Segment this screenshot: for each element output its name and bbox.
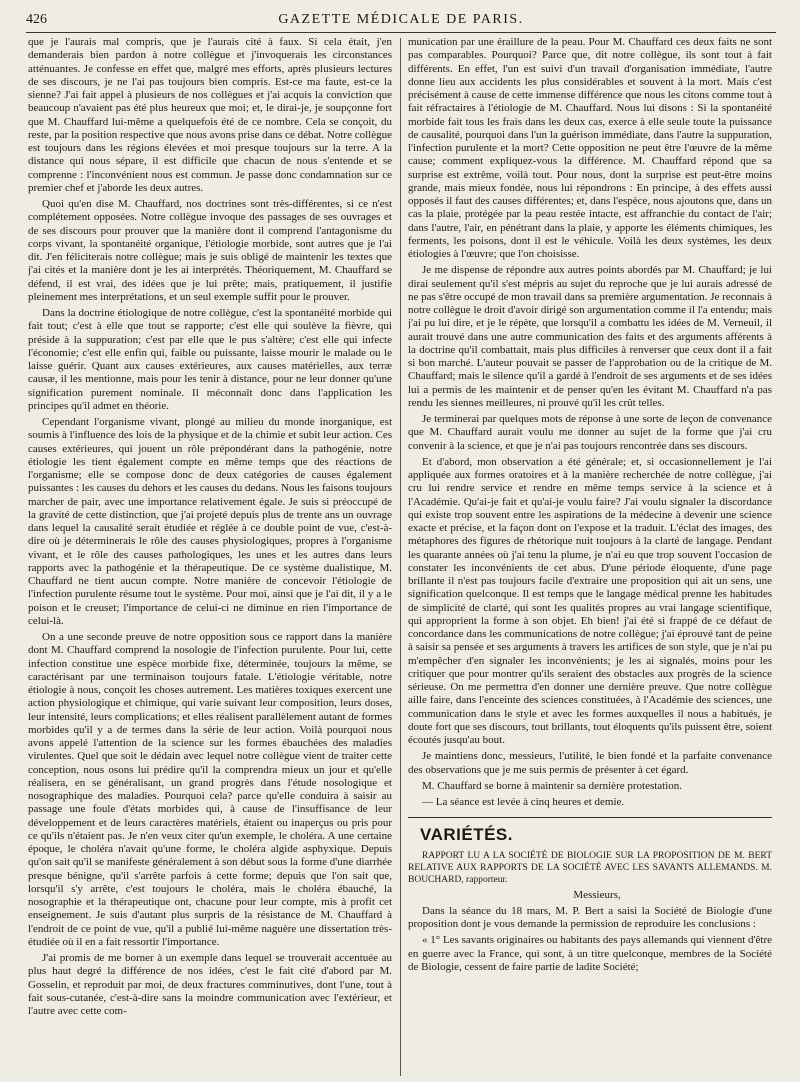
left-paragraph-5: On a une seconde preuve de notre opposition sous ce rapport dans la manière dont M. Chauffard comprend la nosologie de l'infection purulente. Pour lui, cette infection constitue une espèce morbide fixe, déterminée, toujours la même, se caractérisant par une terminaison toujours fatale. L'étiologie véritable, notre étiologie à nous, conçoit les choses autrement. Les matières toxiques exercent une action physiologique et chimique, qui varie suivant leur composition, leurs doses, leur intensité, leurs complications; et elles réalisent parallèlement autant de formes morbides qu'il y a de termes dans la série de leur action. Voilà pourquoi nous avons appelé l'attention de la science sur les formes ébauchées des maladies virulentes. Quel que soit le dédain avec lequel notre collègue vient de traiter cette conception, nous osons lui prédire qu'il la comprendra mieux un jour et qu'elle réalisera, en se généralisant, un grand progrès dans l'étude nosologique et nosographique des maladies. Pourquoi cela? parce qu'elle conduira à saisir au passage une foule d'états morbides qui, à cause de l'insuffisance de leur développement et de leurs caractères matériels, étaient ou inaperçus ou pris pour ce qu'ils n'étaient pas. Je n'en veux citer qu'un exemple, le choléra. A une certaine époque, le choléra n'avait qu'une forme, le choléra algide asphyxique. Depuis qu'on sait qu'il se manifeste généralement à son début sous la forme d'une diarrhée presque bénigne, qu'il s'arrête parfois à cette forme; depuis que l'on sait que, lorsqu'il s'y arrête, c'est toujours le choléra, mais le choléra ébauché, la nosographie et la thérapeutique ont, chacune pour leur compte, mis à profit cet enseignement. Je suis d'autant plus surpris de la résistance de M. Chauffard à l'endroit de ce point de vue, qu'il a publié lui-même naguère une dissertation très-étudiée où il en a fait ressortir l'importance. [28,631,392,948]
page-number: 426 [26,12,47,27]
left-column [28,36,392,1076]
journal-title: GAZETTE MÉDICALE DE PARIS. [278,12,524,27]
closing-protest: M. Chauffard se borne à maintenir sa dernière protestation. [422,779,683,792]
right-column [408,36,772,1076]
left-paragraph-6: J'ai promis de me borner à un exemple dans lequel se trouverait accentuée au plus haut degré la différence de nos idées, c'est le fait cité d'abord par M. Gosselin, et reproduit par moi, de deux fractures comminutives, dont l'une, tout à fait sous-cutanée, c'est-à-dire sans la moindre communication avec l'extérieur, et l'autre avec cette com- [28,952,392,1017]
left-paragraph-4: Cependant l'organisme vivant, plongé au milieu du monde inorganique, est soumis à l'influence des lois de la physique et de la chimie et subit leur action. Ces causes extérieures, qui jouent un rôle prépondérant dans la pathogénie, notre étiologie les tient également compte en même temps que des réactions de l'organisme; elle se compose donc de deux catégories de causes également puissantes : les causes du dehors et les causes du dedans. Nous les faisons toujours marcher de pair, avec une importance relativement égale. Je suis si préoccupé de la gravité de cette distinction, que j'ai projeté depuis plus de trente ans un ouvrage dans lequel la causalité serait étudiée et réglée à ce double point de vue, c'est-à-dire où je déterminerais le rôle des causes physiologiques, propres à l'organisme vivant, et le rôle des causes pathologiques, les unes et les autres dans leurs rapports avec la pathogénie et la thérapeutique. De ce système dualistique, M. Chauffard ne tient aucun compte. Notre manière de concevoir l'étiologie de l'infection purulente résume tout le système. Pour moi, ainsi que je l'ai dit, il y a le poison et le creuset; l'importance de celui-ci ne diminue en rien l'importance de celui-là. [28,416,392,627]
closing-adjourn: — La séance est levée à cinq heures et demie. [422,796,625,808]
right-paragraph-2: Je me dispense de répondre aux autres points abordés par M. Chauffard; je lui dirai seulement qu'il s'est mépris au sujet du reproche que je lui aurais adressé de ne pas s'être occupé de mon travail dans sa première argumentation. Je reconnais à notre collègue le droit d'avoir dirigé son argumentation comme il l'a entendu; mais j'ai pu lui dire, et je le répète, que lorsqu'il a combattu les idées de M. Verneuil, il aurait trouvé dans une autre communication des faits et des arguments afférents à la doctrine qu'il combattait, mais plus difficiles à renverser que ceux dont il a fait si bon marché. L'auteur pouvait se passer de l'approbation ou de la critique de M. Chauffard; mais le silence qu'il a gardé à l'endroit de ses arguments et de ses idées lui a permis de les maintenir et de penser qu'en les évitant M. Chauffard n'a pas rendu les siennes meilleures, ni prouvé qu'il les crût telles. [408,264,772,409]
right-paragraph-1: munication par une éraillure de la peau. Pour M. Chauffard ces deux faits ne sont pas comparables. Pourquoi? Parce que, dit notre collègue, ils sont tout à fait différents. En effet, l'un est suivi d'un travail d'organisation immédiate, l'autre donne lieu aux accidents les plus considérables et souvent à la mort. Mais c'est précisément à cause de cette immense différence que nous les citons comme tout à fait réfractaires à l'étiologie de M. Chauffard. Nous lui disons : Si la spontanéité morbide fait tous les frais dans les deux cas, exerce à elle seule toute la puissance de causalité, pourquoi dans l'un la guérison immédiate, dans l'autre la suppuration, l'infection purulente et la mort? Cette opposition ne peut être l'œuvre de la même cause; comment expliquez-vous la différence. M. Chauffard répond que sa surprise est extrême, voilà tout. Pour nous, dont la surprise est peut-être moins grande, mais mieux fondée, nous lui répondrons : En principe, à des effets aussi opposés il faut des causes différentes; et, dans l'espèce, nous ajoutons que, dans un cas la plaie, protégée par la peau restée intacte, est affranchie du contact de l'air; dans l'autre, l'air, en pénétrant dans la plaie, y apporte les éléments chimiques, les ferments, les poisons, dont il est le véhicule. Voilà les deux systèmes, les deux étiologies à l'œuvre; que l'on choisisse. [408,36,772,260]
section-separator [408,817,772,818]
varietes-paragraph-1: Dans la séance du 18 mars, M. P. Bert a saisi la Société de Biologie d'une proposition dont je vous demande la permission de reproduire les conclusions : [408,904,772,930]
left-paragraph-3: Dans la doctrine étiologique de notre collègue, c'est la spontanéité morbide qui fait tout; c'est à elle que tout se rapporte; c'est elle qui soulève la fièvre, qui préside à la suppuration; c'est par elle que le pus s'altère; c'est elle qui infecte l'économie; c'est elle enfin qui, faible ou puissante, laisse mourir le malade ou le laisse guérir. Quant aux causes extérieures, aux causes matérielles, aux terræ causæ, il les mentionne, mais pour les tenir à distance, pour ne leur donner qu'une signification purement nominale. Il méconnaît donc dans l'application les principes qu'il admet en théorie. [28,307,392,412]
header-rule [26,32,776,33]
right-paragraph-4: Et d'abord, mon observation a été générale; et, si occasionnellement je l'ai appliquée aux formes oratoires et à la manière recherchée de notre collègue, j'ai cru lui rendre service et rendre en même temps service à la science et à l'Académie. Qu'ai-je fait et qu'ai-je voulu faire? J'ai voulu signaler la discordance qui existe trop souvent entre les aspirations de la médecine à devenir une science exacte et précise, et la façon dont on l'expose et la traduit. L'éclat des images, des métaphores des figures de rhétorique nuit toujours à la clarté de langage. Pendant les quarante années où j'ai tenu la plume, je n'ai eu que trop souvent l'occasion de constater les inconvénients de cet abus. D'une période éloquente, d'une page brillante il n'est pas toujours facile d'extraire une proposition qui ait un sens, une signification quelconque. Il est temps que le langage médical prenne les habitudes de simplicité de clarté, qui sont les qualités propres au vrai langage scientifique, qui approprient la forme à son objet. Eh bien! j'ai été si frappé de ce défaut de concordance dans les communications de notre collègue; j'ai éprouvé tant de peine à saisir sa pensée et ses arguments à travers les artifices de son style, que je n'ai pu m'empêcher d'en signaler les inconvénients; je les ai signalés, moins pour les critiquer que pour montrer qu'ils seraient des obstacles aux progrès de la science sérieuse. On me permettra d'en donner une dernière preuve. Que notre collègue aille faire, dans l'enceinte des sciences constituées, à l'Académie des sciences, une communication dans le style et avec les formes auxquelles il nous a habitués, je doute fort que ses discours, tout brillants, tout éloquents qu'ils puissent être, soient écoutés jusqu'au bout. [408,455,772,746]
left-paragraph-1: que je l'aurais mal compris, que je l'aurais cité à faux. Si cela était, j'en demanderais bien pardon à notre collègue et j'invoquerais les circonstances atténuantes. Je confesse en effet que, malgré mes efforts, après plusieurs lectures de ses discours, je ne l'ai pas toujours bien compris. Est-ce ma faute, est-ce la sienne? J'ai fait appel à plusieurs de nos collègues et j'ai acquis la conviction que beaucoup n'avaient pas été plus heureux que moi; et, le dirai-je, je soupçonne fort que M. Chauffard lui-même a quelquefois été de ce nombre. Cela se conçoit, du reste, par la position respective que nous avons prise dans ce débat. Notre collègue est toujours dans les régions élevées et moi presque toujours sur la terre. A la distance qui nous sépare, il est difficile que chacun de nous s'entende et se comprenne : l'inconvénient nous est commun. Je passe donc condamnation sur ce premier chef et j'aborde les deux autres. [28,36,392,194]
page-header [26,10,776,34]
right-paragraph-5: Je maintiens donc, messieurs, l'utilité, le bien fondé et la parfaite convenance des observations que je me suis permis de présenter à cet égard. [408,750,772,776]
report-heading: RAPPORT LU A LA SOCIÉTÉ DE BIOLOGIE SUR LA PROPOSITION DE M. BERT RELATIVE AUX RAPPORTS DE LA SOCIÉTÉ AVEC LES SAVANTS ALLEMANDS. M. BOUCHARD, rapporteur. [408,850,772,885]
varietes-title: VARIÉTÉS. [420,825,513,845]
left-paragraph-2: Quoi qu'en dise M. Chauffard, nos doctrines sont très-différentes, si ce n'est complétement opposées. Notre collègue invoque des passages de ses ouvrages et de ses discours pour prouver que la manière dont il comprend l'antagonisme du corps vivant, la spontanéité organique, l'étiologie morbide, sont autres que je l'ai dit. J'en féliciterais notre collègue; mais je suis obligé de maintenir les textes que j'ai cités et la manière dont je les ai interprétés. Théoriquement, M. Chauffard se défend, il est vrai, des idées que je lui prête; mais, pratiquement, il justifie pleinement mes interprétations, et un seul exemple suffit pour le prouver. [28,198,392,303]
salutation: Messieurs, [573,888,621,901]
column-divider [400,38,401,1076]
varietes-paragraph-2: « 1° Les savants originaires ou habitants des pays allemands qui viennent d'être en guerre avec la France, qui sont, à un titre quelconque, membres de la Société de Biologie, cessent de faire partie de ladite Société; [408,934,772,973]
right-paragraph-3: Je terminerai par quelques mots de réponse à une sorte de leçon de convenance que M. Chauffard aurait voulu me donner au sujet de la forme que j'ai cru convenir à la science, et que je n'ai pas toujours rencontrée dans ses discours. [408,413,772,452]
